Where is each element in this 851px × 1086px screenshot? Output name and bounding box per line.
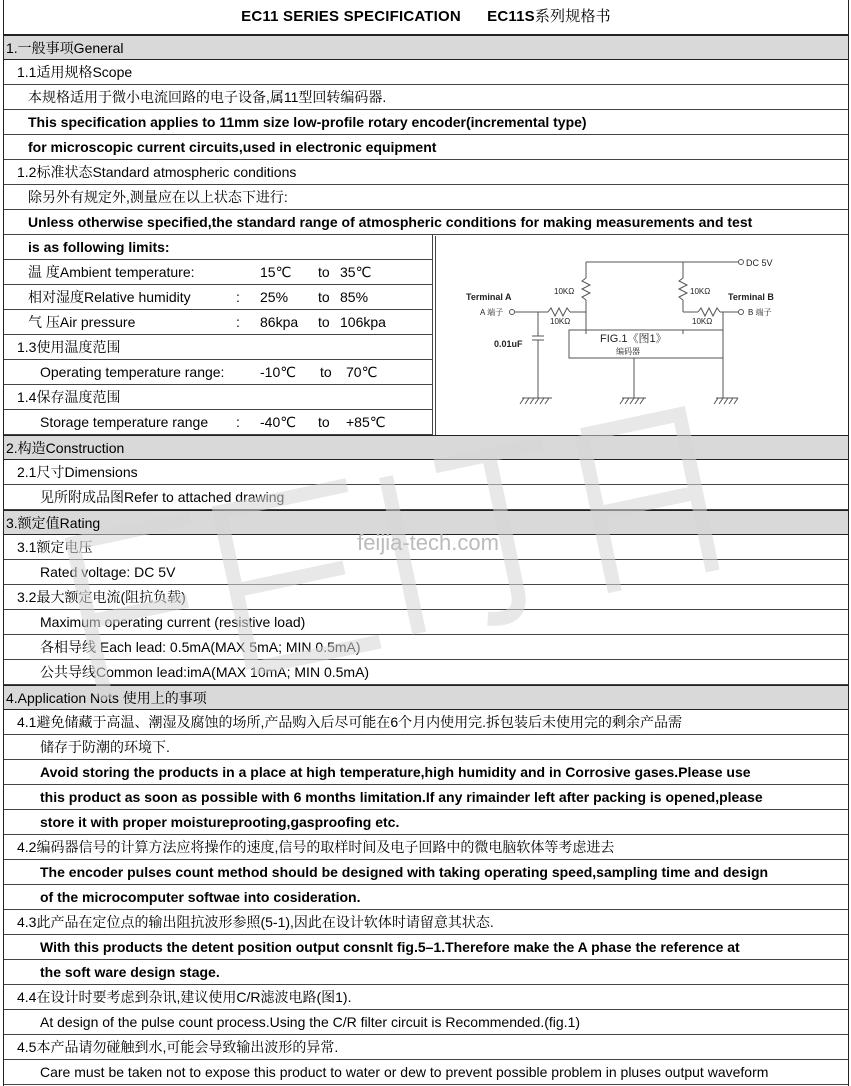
heading-atmospheric: 1.2标准状态Standard atmospheric conditions [4, 160, 848, 185]
note-4-2-cn: 4.2编码器信号的计算方法应将操作的速度,信号的取样时间及电子回路中的微电脑软体等考虑进去 [4, 835, 848, 860]
humidity-label: 相对湿度Relative humidity [28, 289, 191, 305]
humidity-to: to [318, 289, 330, 305]
fig-label: FIG.1《图1》 [600, 333, 667, 345]
each-lead-text: 各相导线 Each lead: 0.5mA(MAX 5mA; MIN 0.5mA) [4, 635, 848, 660]
terminal-b-title: Terminal B [728, 292, 774, 302]
diagram-divider [435, 236, 436, 436]
heading-dimensions: 2.1尺寸Dimensions [4, 460, 848, 485]
rated-voltage-text: Rated voltage: DC 5V [4, 560, 848, 585]
note-4-3-en-2: the soft ware design stage. [4, 960, 848, 985]
pressure-colon: : [236, 314, 240, 330]
atmospheric-cn: 除另外有规定外,测量应在以上状态下进行: [4, 185, 848, 210]
r3-label: 10KΩ [550, 317, 571, 326]
r2-label: 10KΩ [690, 287, 711, 296]
note-4-3-cn: 4.3此产品在定位点的输出阻抗波形参照(5-1),因此在设计软体时请留意其状态. [4, 910, 848, 935]
pressure-to: to [318, 314, 330, 330]
dc-label: DC 5V [746, 258, 773, 268]
scope-cn: 本规格适用于微小电流回路的电子设备,属11型回转编码器. [4, 85, 848, 110]
ambient-temp-max: 35℃ [340, 264, 372, 280]
note-4-4-en: At design of the pulse count process.Using the C/R filter circuit is Recommended.(fig.1) [4, 1010, 848, 1035]
section-application-header: 4.Application Nots 使用上的事项 [4, 685, 848, 710]
terminal-b-sub: B 端子 [748, 308, 772, 317]
operating-temp-to: to [320, 364, 332, 380]
section-rating-header: 3.额定值Rating [4, 510, 848, 535]
ambient-temp-to: to [318, 264, 330, 280]
resistor-right-vertical [679, 278, 687, 300]
terminal-a-title: Terminal A [466, 292, 512, 302]
note-4-2-en-2: of the microcomputer softwae into cosideration. [4, 885, 848, 910]
resistor-a-series [548, 308, 570, 316]
pressure-max: 106kpa [340, 314, 386, 330]
scope-en-1: This specification applies to 11mm size low-profile rotary encoder(incremental type) [4, 110, 848, 135]
relative-humidity-row [4, 285, 433, 310]
ambient-temperature-row [4, 260, 433, 285]
storage-temp-to: to [318, 414, 330, 430]
atmospheric-en-2: is as following limits: [4, 235, 433, 260]
dimensions-text: 见所附成品图Refer to attached drawing [4, 485, 848, 510]
note-4-1-cn: 4.1避免储藏于高温、潮湿及腐蚀的场所,产品购入后尽可能在6个月内使用完.拆包装后未使用完的剩余产品需 [4, 710, 848, 735]
spec-sheet [3, 0, 849, 1086]
terminal-b [739, 310, 744, 315]
storage-temp-row [4, 410, 433, 435]
storage-temp-label: Storage temperature range [40, 414, 209, 430]
max-current-text: Maximum operating current (resistive load) [4, 610, 848, 635]
ambient-temp-label: 温 度Ambient temperature: [28, 264, 195, 280]
note-4-1-cn-cont: 储存于防潮的环境下. [4, 735, 848, 760]
note-4-2-en-1: The encoder pulses count method should be designed with taking operating speed,sampling time and design [4, 860, 848, 885]
heading-max-current: 3.2最大额定电流(阻抗负载) [4, 585, 848, 610]
r4-label: 10KΩ [692, 317, 713, 326]
humidity-min: 25% [260, 289, 289, 305]
terminal-a [510, 310, 515, 315]
filter-circuit-diagram [436, 236, 848, 435]
note-4-1-en-2: this product as soon as possible with 6 months limitation.If any rimainder left after packing is opened,please [4, 785, 848, 810]
note-4-1-en-1: Avoid storing the products in a place at high temperature,high humidity and in Corrosive gases.Please use [4, 760, 848, 785]
pressure-label: 气 压Air pressure [28, 314, 136, 330]
section-general-header: 1.一般事项General [4, 35, 848, 60]
atmospheric-en-1: Unless otherwise specified,the standard range of atmospheric conditions for making measurements and test [4, 210, 848, 235]
heading-storage-temp: 1.4保存温度范围 [4, 385, 433, 410]
humidity-colon: : [236, 289, 240, 305]
resistor-left-vertical [582, 278, 590, 300]
operating-temp-max: 70℃ [346, 364, 378, 380]
note-4-3-en-1: With this products the detent position output consnlt fig.5–1.Therefore make the A phase the reference at [4, 935, 848, 960]
operating-temp-label: Operating temperature range: [40, 364, 225, 380]
note-4-5-en: Care must be taken not to expose this product to water or dew to prevent possible problem in pluses output waveform [4, 1060, 848, 1085]
heading-scope: 1.1适用规格Scope [4, 60, 848, 85]
r1-label: 10KΩ [554, 287, 575, 296]
note-4-1-en-3: store it with proper moistureprooting,gasproofing etc. [4, 810, 848, 835]
resistor-b-series [698, 308, 720, 316]
storage-temp-max: +85℃ [346, 414, 386, 430]
pressure-min: 86kpa [260, 314, 299, 330]
section-construction-header: 2.构造Construction [4, 435, 848, 460]
title-model: EC11S [487, 8, 535, 25]
encoder-label: 编码器 [616, 347, 640, 356]
operating-temp-row [4, 360, 433, 385]
humidity-max: 85% [340, 289, 369, 305]
heading-rated-voltage: 3.1额定电压 [4, 535, 848, 560]
storage-temp-min: -40℃ [260, 414, 296, 430]
terminal-a-sub: A 端子 [480, 308, 504, 317]
air-pressure-row [4, 310, 433, 335]
dc-terminal [739, 260, 744, 265]
scope-en-2: for microscopic current circuits,used in electronic equipment [4, 135, 848, 160]
storage-temp-colon: : [236, 414, 240, 430]
watermark-url: feijia-tech.com [357, 530, 499, 555]
operating-temp-min: -10℃ [260, 364, 296, 380]
title-model-cn: 系列规格书 [534, 8, 611, 25]
note-4-5-cn: 4.5本产品请勿碰触到水,可能会导致输出波形的异常. [4, 1035, 848, 1060]
title-en: EC11 SERIES SPECIFICATION [241, 8, 461, 25]
document-title [4, 0, 848, 35]
note-4-4-cn: 4.4在设计时要考虑到杂讯,建议使用C/R滤波电路(图1). [4, 985, 848, 1010]
ambient-temp-min: 15℃ [260, 264, 292, 280]
heading-operating-temp: 1.3使用温度范围 [4, 335, 433, 360]
capacitor-label: 0.01uF [494, 339, 523, 349]
common-lead-text: 公共导线Common lead:imA(MAX 10mA; MIN 0.5mA) [4, 660, 848, 685]
